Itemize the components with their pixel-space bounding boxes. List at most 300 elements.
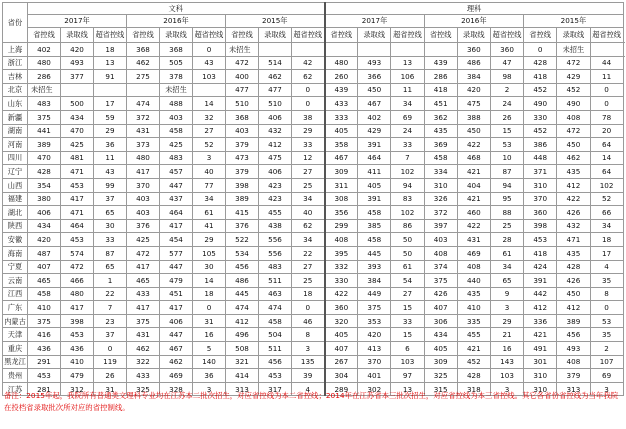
score-cell: 403: [160, 110, 193, 124]
score-cell: 423: [259, 178, 292, 192]
score-cell: 119: [94, 355, 127, 369]
score-cell: 362: [424, 110, 457, 124]
score-cell: 10: [490, 151, 523, 165]
score-cell: 43: [193, 56, 226, 70]
score-cell: 410: [457, 301, 490, 315]
score-cell: 39: [292, 369, 325, 383]
score-cell: 21: [490, 328, 523, 342]
table-row: [3, 219, 624, 233]
score-cell: 471: [61, 206, 94, 220]
score-cell: 37: [94, 192, 127, 206]
score-cell: 465: [127, 274, 160, 288]
province-cell: 宁夏: [3, 260, 28, 274]
score-cell: 353: [358, 314, 391, 328]
score-cell: 472: [557, 124, 590, 138]
score-cell: 417: [160, 219, 193, 233]
score-cell: 421: [457, 192, 490, 206]
score-cell: 462: [557, 151, 590, 165]
score-cell: 405: [424, 342, 457, 356]
score-cell: 452: [457, 355, 490, 369]
score-cell: 29: [94, 124, 127, 138]
score-cell: 3: [490, 382, 523, 396]
score-cell: 479: [160, 274, 193, 288]
table-row: [3, 165, 624, 179]
score-cell: 14: [193, 274, 226, 288]
score-cell: 452: [557, 83, 590, 97]
score-cell: 33: [292, 138, 325, 152]
score-cell: 368: [160, 43, 193, 57]
province-cell: 安徽: [3, 233, 28, 247]
score-cell: 未招生: [226, 43, 259, 57]
score-cell: 451: [160, 287, 193, 301]
score-cell: 406: [160, 314, 193, 328]
score-cell: 463: [259, 287, 292, 301]
score-cell: 23: [94, 314, 127, 328]
score-cell: 412: [557, 178, 590, 192]
score-cell: 25: [292, 274, 325, 288]
score-cell: 103: [490, 369, 523, 383]
score-cell: 98: [490, 70, 523, 84]
score-cell: 408: [557, 355, 590, 369]
score-cell: 404: [457, 178, 490, 192]
score-cell: 534: [226, 246, 259, 260]
score-cell: 432: [259, 124, 292, 138]
score-cell: 370: [524, 192, 557, 206]
score-cell: 66: [590, 206, 623, 220]
score-cell: 435: [557, 246, 590, 260]
province-cell: 辽宁: [3, 165, 28, 179]
score-cell: 428: [524, 56, 557, 70]
score-cell: 376: [226, 219, 259, 233]
score-cell: 442: [524, 287, 557, 301]
score-cell: 422: [457, 138, 490, 152]
score-cell: 4: [590, 260, 623, 274]
province-cell: 浙江: [3, 56, 28, 70]
score-cell: 83: [391, 192, 424, 206]
score-cell: 410: [28, 301, 61, 315]
score-cell: 420: [358, 328, 391, 342]
header-row-category: [3, 3, 624, 15]
score-cell: [259, 43, 292, 57]
score-cell: 435: [557, 165, 590, 179]
score-cell: 486: [457, 56, 490, 70]
score-cell: 493: [557, 342, 590, 356]
score-cell: 439: [424, 56, 457, 70]
score-cell: 11: [94, 151, 127, 165]
score-cell: 386: [524, 138, 557, 152]
score-cell: 11: [391, 83, 424, 97]
score-cell: 408: [557, 110, 590, 124]
score-cell: 358: [325, 138, 358, 152]
score-cell: 510: [226, 97, 259, 111]
province-cell: 广东: [3, 301, 28, 315]
score-cell: 481: [61, 151, 94, 165]
score-cell: 33: [391, 314, 424, 328]
score-cell: 431: [127, 124, 160, 138]
score-cell: 421: [524, 328, 557, 342]
score-cell: 458: [424, 151, 457, 165]
score-cell: 455: [259, 206, 292, 220]
score-cell: 310: [424, 178, 457, 192]
score-cell: 500: [61, 97, 94, 111]
score-cell: 24: [490, 97, 523, 111]
score-cell: 412: [557, 301, 590, 315]
score-cell: [94, 83, 127, 97]
score-cell: 418: [524, 246, 557, 260]
score-cell: 462: [160, 355, 193, 369]
score-cell: 366: [358, 70, 391, 84]
score-cell: 94: [490, 178, 523, 192]
score-cell: 493: [358, 56, 391, 70]
score-cell: 433: [127, 369, 160, 383]
score-cell: 78: [590, 110, 623, 124]
score-cell: 412: [259, 138, 292, 152]
score-cell: 54: [391, 274, 424, 288]
score-cell: 436: [61, 342, 94, 356]
score-cell: 325: [424, 369, 457, 383]
score-cell: 0: [94, 342, 127, 356]
score-cell: 464: [61, 219, 94, 233]
score-cell: 31: [94, 382, 127, 396]
score-cell: 385: [358, 219, 391, 233]
score-cell: [292, 43, 325, 57]
score-cell: 577: [160, 246, 193, 260]
header-arts-year-2015: 2015年: [226, 15, 325, 28]
score-cell: 403: [127, 192, 160, 206]
score-cell: 418: [524, 70, 557, 84]
score-cell: 18: [193, 287, 226, 301]
table-row: [3, 233, 624, 247]
score-cell: 267: [325, 355, 358, 369]
score-cell: 321: [226, 355, 259, 369]
score-cell: 95: [490, 192, 523, 206]
score-cell: 325: [127, 382, 160, 396]
score-cell: 320: [325, 314, 358, 328]
score-cell: 62: [292, 219, 325, 233]
score-cell: 302: [358, 382, 391, 396]
score-cell: 379: [557, 369, 590, 383]
score-cell: 376: [127, 219, 160, 233]
table-row: [3, 138, 624, 152]
admission-table-container: [2, 2, 624, 396]
score-cell: 460: [457, 206, 490, 220]
province-cell: 上海: [3, 43, 28, 57]
score-cell: 22: [292, 246, 325, 260]
score-cell: 374: [424, 260, 457, 274]
header-row-years: [3, 15, 624, 28]
score-cell: 456: [557, 328, 590, 342]
score-cell: 313: [226, 382, 259, 396]
score-cell: 393: [358, 260, 391, 274]
score-cell: 335: [457, 314, 490, 328]
score-cell: 424: [524, 260, 557, 274]
score-cell: 426: [424, 287, 457, 301]
score-cell: 556: [259, 246, 292, 260]
score-cell: 389: [557, 314, 590, 328]
score-cell: 458: [259, 314, 292, 328]
score-cell: 143: [490, 355, 523, 369]
score-cell: 398: [226, 178, 259, 192]
score-cell: 310: [524, 382, 557, 396]
score-cell: 370: [358, 355, 391, 369]
score-cell: 428: [28, 165, 61, 179]
score-cell: 318: [457, 382, 490, 396]
score-cell: 309: [325, 165, 358, 179]
score-cell: 29: [292, 124, 325, 138]
column-header: 超省控线: [391, 28, 424, 43]
score-cell: 456: [259, 355, 292, 369]
score-cell: 467: [325, 151, 358, 165]
score-cell: 103: [193, 70, 226, 84]
score-cell: 375: [28, 110, 61, 124]
table-row: [3, 314, 624, 328]
score-cell: 15: [391, 328, 424, 342]
score-cell: 52: [193, 138, 226, 152]
score-cell: 406: [259, 165, 292, 179]
score-cell: [127, 83, 160, 97]
score-cell: 410: [61, 355, 94, 369]
score-cell: 455: [457, 328, 490, 342]
score-cell: 8: [292, 328, 325, 342]
score-cell: 368: [226, 110, 259, 124]
score-cell: 412: [226, 314, 259, 328]
header-science-year-2017: 2017年: [325, 15, 425, 28]
score-cell: 99: [94, 178, 127, 192]
score-cell: 456: [226, 260, 259, 274]
score-cell: 445: [226, 287, 259, 301]
score-cell: 322: [127, 355, 160, 369]
score-cell: 434: [61, 110, 94, 124]
score-cell: 34: [391, 97, 424, 111]
score-cell: 43: [94, 165, 127, 179]
score-cell: 375: [127, 314, 160, 328]
score-cell: 13: [391, 56, 424, 70]
score-cell: 432: [557, 219, 590, 233]
score-cell: 37: [94, 328, 127, 342]
province-cell: 云南: [3, 274, 28, 288]
score-cell: 421: [457, 165, 490, 179]
province-cell: 江苏: [3, 382, 28, 396]
score-cell: 457: [160, 165, 193, 179]
score-cell: 466: [61, 274, 94, 288]
score-cell: 472: [127, 246, 160, 260]
score-cell: 59: [94, 110, 127, 124]
score-cell: 34: [292, 192, 325, 206]
province-cell: 河南: [3, 138, 28, 152]
score-cell: 27: [391, 287, 424, 301]
score-cell: 317: [259, 382, 292, 396]
score-cell: 425: [127, 233, 160, 247]
score-cell: 398: [524, 219, 557, 233]
score-cell: 102: [391, 165, 424, 179]
score-cell: 50: [391, 246, 424, 260]
score-cell: 3: [193, 382, 226, 396]
score-cell: 0: [193, 43, 226, 57]
header-province: 省份: [3, 3, 28, 43]
score-cell: 309: [424, 355, 457, 369]
score-cell: 425: [61, 138, 94, 152]
score-cell: 33: [94, 233, 127, 247]
score-cell: 16: [490, 342, 523, 356]
score-cell: 334: [424, 165, 457, 179]
score-cell: 360: [457, 43, 490, 57]
province-cell: 贵州: [3, 369, 28, 383]
score-cell: 471: [61, 165, 94, 179]
score-cell: 433: [127, 287, 160, 301]
score-cell: 105: [193, 246, 226, 260]
score-cell: 378: [160, 70, 193, 84]
column-header: 超省控线: [590, 28, 623, 43]
province-cell: 福建: [3, 192, 28, 206]
score-cell: 474: [226, 301, 259, 315]
score-cell: 336: [524, 314, 557, 328]
score-cell: 447: [160, 260, 193, 274]
score-cell: 406: [259, 110, 292, 124]
score-cell: 15: [490, 124, 523, 138]
score-cell: 428: [557, 260, 590, 274]
score-cell: 422: [457, 219, 490, 233]
score-cell: 407: [28, 260, 61, 274]
column-header: 录取线: [557, 28, 590, 43]
province-cell: 山西: [3, 178, 28, 192]
score-cell: 491: [524, 342, 557, 356]
score-cell: 490: [557, 97, 590, 111]
score-cell: [391, 43, 424, 57]
score-cell: 18: [94, 43, 127, 57]
score-cell: 467: [358, 97, 391, 111]
score-cell: 405: [358, 178, 391, 192]
header-science-year-2016: 2016年: [424, 15, 524, 28]
score-cell: 13: [391, 382, 424, 396]
score-cell: 469: [457, 246, 490, 260]
score-cell: 27: [292, 260, 325, 274]
score-cell: 389: [226, 192, 259, 206]
score-cell: 452: [524, 83, 557, 97]
score-cell: 417: [61, 192, 94, 206]
score-cell: 1: [94, 274, 127, 288]
score-cell: 371: [524, 165, 557, 179]
score-cell: 0: [524, 43, 557, 57]
province-cell: 陕西: [3, 219, 28, 233]
score-cell: 435: [457, 287, 490, 301]
score-cell: 14: [590, 151, 623, 165]
score-cell: 458: [28, 287, 61, 301]
score-cell: 384: [358, 274, 391, 288]
score-cell: 372: [127, 110, 160, 124]
score-cell: 473: [226, 151, 259, 165]
score-cell: 61: [193, 206, 226, 220]
score-cell: 429: [557, 70, 590, 84]
column-header: 超省控线: [292, 28, 325, 43]
score-cell: 475: [457, 97, 490, 111]
score-cell: 11: [590, 70, 623, 84]
score-cell: 0: [292, 83, 325, 97]
table-row: [3, 70, 624, 84]
score-cell: 53: [590, 314, 623, 328]
score-cell: 417: [127, 301, 160, 315]
table-row: [3, 342, 624, 356]
score-cell: 452: [524, 124, 557, 138]
score-cell: 8: [590, 287, 623, 301]
score-cell: 260: [325, 70, 358, 84]
score-cell: 434: [28, 219, 61, 233]
score-cell: 421: [457, 342, 490, 356]
score-cell: 330: [524, 110, 557, 124]
score-cell: 462: [127, 342, 160, 356]
score-cell: 35: [590, 274, 623, 288]
score-cell: 18: [292, 287, 325, 301]
score-cell: 5: [193, 342, 226, 356]
score-cell: 384: [457, 70, 490, 84]
score-cell: 0: [292, 97, 325, 111]
score-cell: 15: [391, 301, 424, 315]
score-cell: 434: [424, 328, 457, 342]
score-cell: 354: [28, 178, 61, 192]
score-cell: 370: [127, 178, 160, 192]
score-cell: 0: [292, 301, 325, 315]
score-cell: 34: [490, 260, 523, 274]
score-cell: 17: [590, 246, 623, 260]
score-cell: 289: [325, 382, 358, 396]
score-cell: 7: [391, 151, 424, 165]
score-cell: 391: [358, 192, 391, 206]
score-cell: 311: [325, 178, 358, 192]
score-cell: 375: [424, 274, 457, 288]
score-cell: 423: [259, 192, 292, 206]
score-cell: 400: [226, 70, 259, 84]
score-cell: 379: [226, 165, 259, 179]
column-header: 超省控线: [193, 28, 226, 43]
score-cell: 69: [391, 110, 424, 124]
score-cell: 16: [193, 328, 226, 342]
score-cell: 30: [94, 219, 127, 233]
score-cell: 483: [28, 97, 61, 111]
score-cell: 453: [259, 369, 292, 383]
score-cell: 429: [358, 124, 391, 138]
score-cell: 326: [424, 192, 457, 206]
score-cell: 420: [457, 83, 490, 97]
score-cell: 487: [28, 246, 61, 260]
score-cell: 475: [259, 151, 292, 165]
score-cell: 453: [61, 178, 94, 192]
province-cell: 吉林: [3, 70, 28, 84]
score-cell: 417: [61, 301, 94, 315]
score-cell: 511: [259, 274, 292, 288]
score-cell: 87: [94, 246, 127, 260]
score-cell: 480: [325, 56, 358, 70]
score-cell: 462: [259, 70, 292, 84]
score-cell: 405: [325, 328, 358, 342]
score-cell: 406: [28, 206, 61, 220]
score-cell: 14: [193, 97, 226, 111]
score-cell: 474: [259, 301, 292, 315]
score-cell: 440: [457, 274, 490, 288]
score-cell: 451: [424, 97, 457, 111]
score-cell: 313: [557, 382, 590, 396]
score-cell: 417: [160, 301, 193, 315]
column-header: 录取线: [160, 28, 193, 43]
score-cell: 91: [94, 70, 127, 84]
score-cell: 77: [193, 178, 226, 192]
table-row: [3, 355, 624, 369]
score-cell: 3: [490, 301, 523, 315]
score-cell: 420: [28, 233, 61, 247]
admission-scores-table: [2, 2, 624, 396]
score-cell: 448: [524, 151, 557, 165]
score-cell: 415: [226, 206, 259, 220]
score-cell: 472: [226, 56, 259, 70]
score-cell: 450: [557, 138, 590, 152]
